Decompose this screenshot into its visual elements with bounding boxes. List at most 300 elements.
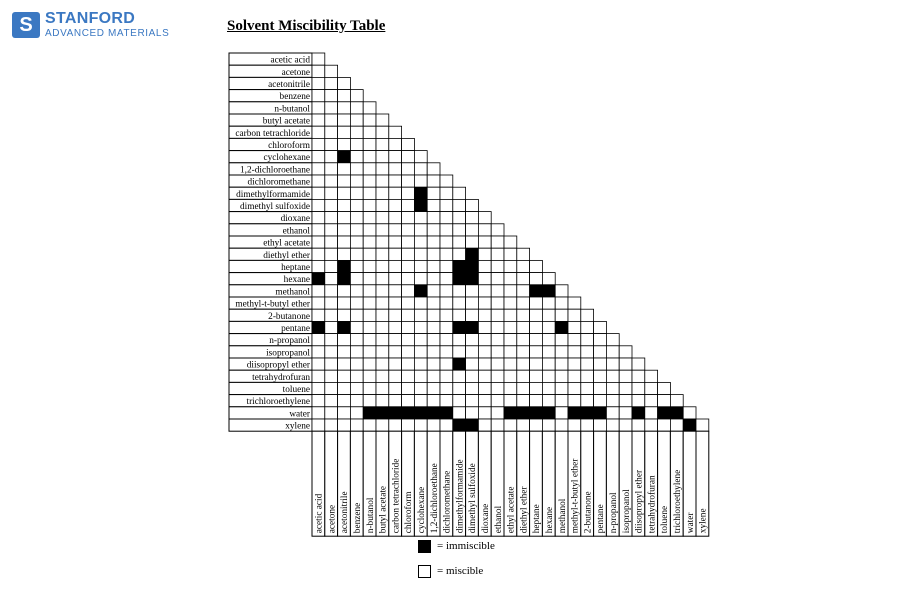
cell-miscible <box>312 334 325 346</box>
legend-label-immiscible: = immiscible <box>437 540 495 552</box>
cell-miscible <box>389 163 402 175</box>
cell-miscible <box>427 395 440 407</box>
cell-immiscible <box>453 321 466 333</box>
row-label-isopropanol: isopropanol <box>266 348 310 359</box>
cell-miscible <box>555 382 568 394</box>
cell-miscible <box>402 395 415 407</box>
cell-immiscible <box>414 199 427 211</box>
cell-miscible <box>363 346 376 358</box>
cell-miscible <box>440 321 453 333</box>
cell-miscible <box>427 346 440 358</box>
row-label-carbon-tetrachloride: carbon tetrachloride <box>235 128 310 139</box>
cell-miscible <box>594 321 607 333</box>
logo-subtitle: ADVANCED MATERIALS <box>45 28 170 39</box>
cell-miscible <box>363 199 376 211</box>
cell-miscible <box>478 419 491 431</box>
cell-miscible <box>350 248 363 260</box>
cell-immiscible <box>376 407 389 419</box>
cell-miscible <box>338 126 351 138</box>
cell-miscible <box>632 370 645 382</box>
cell-miscible <box>350 260 363 272</box>
cell-miscible <box>427 212 440 224</box>
cell-miscible <box>632 358 645 370</box>
cell-miscible <box>312 175 325 187</box>
cell-miscible <box>325 224 338 236</box>
cell-miscible <box>568 346 581 358</box>
logo-mark: S <box>12 12 40 38</box>
row-label-acetic-acid: acetic acid <box>270 55 310 66</box>
cell-miscible <box>427 187 440 199</box>
cell-miscible <box>312 212 325 224</box>
cell-miscible <box>402 358 415 370</box>
cell-miscible <box>338 114 351 126</box>
cell-miscible <box>440 297 453 309</box>
cell-miscible <box>325 114 338 126</box>
column-label-water: water <box>685 512 696 534</box>
cell-miscible <box>517 334 530 346</box>
cell-miscible <box>427 236 440 248</box>
cell-miscible <box>517 297 530 309</box>
row-label-toluene: toluene <box>282 385 310 395</box>
cell-miscible <box>414 151 427 163</box>
cell-miscible <box>478 382 491 394</box>
cell-miscible <box>402 285 415 297</box>
cell-miscible <box>338 395 351 407</box>
cell-miscible <box>376 395 389 407</box>
cell-miscible <box>427 163 440 175</box>
cell-miscible <box>504 395 517 407</box>
cell-miscible <box>555 309 568 321</box>
cell-immiscible <box>555 321 568 333</box>
cell-miscible <box>363 370 376 382</box>
row-label-cyclohexane: cyclohexane <box>263 153 310 164</box>
cell-miscible <box>338 334 351 346</box>
cell-miscible <box>376 285 389 297</box>
column-label-dimethyl-sulfoxide: dimethyl sulfoxide <box>468 463 479 534</box>
cell-miscible <box>491 309 504 321</box>
cell-miscible <box>325 395 338 407</box>
cell-miscible <box>414 358 427 370</box>
cell-miscible <box>414 382 427 394</box>
column-label-chloroform: chloroform <box>404 491 415 534</box>
cell-miscible <box>376 321 389 333</box>
cell-miscible <box>376 114 389 126</box>
cell-miscible <box>402 297 415 309</box>
cell-miscible <box>414 334 427 346</box>
cell-miscible <box>478 236 491 248</box>
cell-miscible <box>350 395 363 407</box>
cell-miscible <box>312 236 325 248</box>
cell-miscible <box>338 382 351 394</box>
cell-miscible <box>312 407 325 419</box>
cell-miscible <box>389 260 402 272</box>
cell-miscible <box>363 236 376 248</box>
cell-miscible <box>350 151 363 163</box>
cell-miscible <box>517 273 530 285</box>
cell-miscible <box>389 419 402 431</box>
cell-immiscible <box>453 358 466 370</box>
cell-immiscible <box>338 321 351 333</box>
cell-immiscible <box>581 407 594 419</box>
row-label-dimethyl-sulfoxide: dimethyl sulfoxide <box>240 202 310 212</box>
cell-miscible <box>325 77 338 89</box>
cell-miscible <box>363 102 376 114</box>
cell-miscible <box>363 358 376 370</box>
cell-miscible <box>440 260 453 272</box>
cell-miscible <box>414 321 427 333</box>
cell-miscible <box>363 321 376 333</box>
column-label-diisopropyl-ether: diisopropyl ether <box>634 469 645 534</box>
row-label-chloroform: chloroform <box>268 141 310 151</box>
cell-immiscible <box>427 407 440 419</box>
cell-miscible <box>466 370 479 382</box>
cell-miscible <box>312 151 325 163</box>
cell-miscible <box>414 370 427 382</box>
cell-miscible <box>350 419 363 431</box>
cell-miscible <box>568 370 581 382</box>
cell-miscible <box>542 346 555 358</box>
cell-miscible <box>350 90 363 102</box>
column-label-dioxane: dioxane <box>481 503 491 534</box>
cell-miscible <box>325 163 338 175</box>
cell-miscible <box>338 77 351 89</box>
cell-miscible <box>504 334 517 346</box>
cell-miscible <box>594 358 607 370</box>
cell-miscible <box>440 199 453 211</box>
cell-miscible <box>453 224 466 236</box>
cell-immiscible <box>414 285 427 297</box>
cell-miscible <box>363 334 376 346</box>
cell-miscible <box>440 334 453 346</box>
cell-miscible <box>350 321 363 333</box>
cell-immiscible <box>453 273 466 285</box>
cell-miscible <box>325 334 338 346</box>
cell-miscible <box>440 175 453 187</box>
cell-miscible <box>312 346 325 358</box>
cell-miscible <box>427 297 440 309</box>
cell-miscible <box>325 126 338 138</box>
cell-miscible <box>491 260 504 272</box>
cell-miscible <box>376 248 389 260</box>
cell-miscible <box>530 382 543 394</box>
legend-swatch-immiscible <box>418 540 431 553</box>
cell-miscible <box>504 370 517 382</box>
row-label-1-2-dichloroethane: 1,2-dichloroethane <box>240 165 310 176</box>
cell-miscible <box>363 395 376 407</box>
cell-miscible <box>402 309 415 321</box>
cell-miscible <box>466 407 479 419</box>
cell-immiscible <box>312 321 325 333</box>
cell-miscible <box>325 321 338 333</box>
row-label-butyl-acetate: butyl acetate <box>262 116 310 127</box>
cell-miscible <box>568 358 581 370</box>
cell-miscible <box>376 346 389 358</box>
cell-miscible <box>312 370 325 382</box>
cell-miscible <box>683 407 696 419</box>
cell-miscible <box>338 309 351 321</box>
cell-miscible <box>389 248 402 260</box>
cell-miscible <box>427 309 440 321</box>
cell-miscible <box>312 90 325 102</box>
cell-miscible <box>696 419 709 431</box>
cell-miscible <box>568 309 581 321</box>
cell-miscible <box>440 236 453 248</box>
cell-immiscible <box>466 321 479 333</box>
cell-miscible <box>350 175 363 187</box>
cell-miscible <box>312 382 325 394</box>
cell-immiscible <box>414 407 427 419</box>
cell-miscible <box>530 395 543 407</box>
cell-miscible <box>568 297 581 309</box>
cell-miscible <box>414 309 427 321</box>
cell-miscible <box>376 370 389 382</box>
cell-miscible <box>312 285 325 297</box>
cell-miscible <box>427 260 440 272</box>
cell-miscible <box>478 285 491 297</box>
cell-miscible <box>453 395 466 407</box>
cell-miscible <box>440 212 453 224</box>
cell-miscible <box>350 334 363 346</box>
cell-immiscible <box>632 407 645 419</box>
cell-miscible <box>504 382 517 394</box>
cell-miscible <box>555 334 568 346</box>
column-label-acetic-acid: acetic acid <box>314 493 325 534</box>
cell-miscible <box>504 285 517 297</box>
cell-miscible <box>530 334 543 346</box>
cell-miscible <box>466 334 479 346</box>
cell-miscible <box>338 370 351 382</box>
cell-miscible <box>478 297 491 309</box>
cell-miscible <box>325 370 338 382</box>
cell-miscible <box>312 102 325 114</box>
cell-miscible <box>325 102 338 114</box>
cell-miscible <box>555 407 568 419</box>
cell-miscible <box>478 321 491 333</box>
cell-miscible <box>427 370 440 382</box>
cell-miscible <box>389 321 402 333</box>
cell-miscible <box>491 370 504 382</box>
cell-immiscible <box>466 260 479 272</box>
row-label-acetonitrile: acetonitrile <box>268 80 310 90</box>
cell-miscible <box>325 273 338 285</box>
cell-miscible <box>478 370 491 382</box>
column-label-2-butanone: 2-butanone <box>583 491 594 534</box>
cell-miscible <box>363 248 376 260</box>
cell-miscible <box>350 297 363 309</box>
row-label-dichloromethane: dichloromethane <box>247 177 310 188</box>
cell-miscible <box>376 151 389 163</box>
cell-miscible <box>658 395 671 407</box>
column-label-benzene: benzene <box>353 502 363 534</box>
cell-miscible <box>350 285 363 297</box>
cell-miscible <box>350 346 363 358</box>
cell-miscible <box>517 346 530 358</box>
cell-miscible <box>312 224 325 236</box>
cell-miscible <box>363 273 376 285</box>
cell-miscible <box>325 309 338 321</box>
cell-miscible <box>376 175 389 187</box>
column-label-tetrahydrofuran: tetrahydrofuran <box>647 475 658 534</box>
cell-miscible <box>427 419 440 431</box>
cell-miscible <box>350 163 363 175</box>
cell-miscible <box>427 175 440 187</box>
cell-miscible <box>440 358 453 370</box>
cell-miscible <box>338 358 351 370</box>
cell-miscible <box>491 358 504 370</box>
cell-miscible <box>414 175 427 187</box>
cell-miscible <box>658 382 671 394</box>
cell-miscible <box>325 382 338 394</box>
cell-miscible <box>530 260 543 272</box>
cell-miscible <box>312 65 325 77</box>
cell-miscible <box>517 321 530 333</box>
cell-miscible <box>414 248 427 260</box>
cell-immiscible <box>517 407 530 419</box>
cell-miscible <box>389 346 402 358</box>
cell-immiscible <box>338 260 351 272</box>
cell-immiscible <box>504 407 517 419</box>
cell-miscible <box>491 273 504 285</box>
cell-miscible <box>338 224 351 236</box>
cell-immiscible <box>466 248 479 260</box>
cell-miscible <box>363 212 376 224</box>
row-label-heptane: heptane <box>281 263 310 273</box>
cell-miscible <box>555 395 568 407</box>
cell-miscible <box>440 273 453 285</box>
cell-miscible <box>427 285 440 297</box>
cell-miscible <box>619 358 632 370</box>
row-label-dioxane: dioxane <box>280 214 310 225</box>
cell-miscible <box>312 114 325 126</box>
cell-miscible <box>504 358 517 370</box>
cell-immiscible <box>530 285 543 297</box>
cell-miscible <box>466 346 479 358</box>
cell-miscible <box>389 138 402 150</box>
cell-miscible <box>338 175 351 187</box>
cell-miscible <box>350 273 363 285</box>
cell-immiscible <box>568 407 581 419</box>
cell-miscible <box>402 334 415 346</box>
row-label-ethyl-acetate: ethyl acetate <box>263 238 310 249</box>
cell-miscible <box>466 358 479 370</box>
cell-miscible <box>555 358 568 370</box>
cell-miscible <box>504 297 517 309</box>
cell-miscible <box>517 382 530 394</box>
cell-miscible <box>350 358 363 370</box>
cell-miscible <box>453 370 466 382</box>
cell-miscible <box>312 309 325 321</box>
cell-miscible <box>363 224 376 236</box>
cell-miscible <box>645 419 658 431</box>
cell-miscible <box>376 163 389 175</box>
cell-miscible <box>376 236 389 248</box>
cell-miscible <box>606 346 619 358</box>
row-label-ethanol: ethanol <box>282 226 310 237</box>
cell-miscible <box>312 77 325 89</box>
cell-miscible <box>376 138 389 150</box>
cell-miscible <box>338 212 351 224</box>
cell-miscible <box>414 297 427 309</box>
cell-miscible <box>402 199 415 211</box>
row-label-dimethylformamide: dimethylformamide <box>236 189 310 200</box>
cell-miscible <box>414 236 427 248</box>
cell-miscible <box>427 334 440 346</box>
cell-miscible <box>325 187 338 199</box>
cell-miscible <box>363 114 376 126</box>
cell-immiscible <box>453 419 466 431</box>
cell-miscible <box>338 285 351 297</box>
cell-miscible <box>542 309 555 321</box>
row-label-methanol: methanol <box>275 287 310 298</box>
cell-miscible <box>350 407 363 419</box>
cell-miscible <box>363 163 376 175</box>
row-label-methyl-t-butyl-ether: methyl-t-butyl ether <box>235 299 310 310</box>
column-label-methyl-t-butyl-ether: methyl-t-butyl ether <box>570 458 581 534</box>
cell-miscible <box>376 419 389 431</box>
cell-miscible <box>389 236 402 248</box>
cell-miscible <box>350 370 363 382</box>
cell-miscible <box>581 334 594 346</box>
cell-miscible <box>478 273 491 285</box>
row-label-tetrahydrofuran: tetrahydrofuran <box>252 372 310 383</box>
cell-immiscible <box>466 419 479 431</box>
cell-miscible <box>606 370 619 382</box>
cell-miscible <box>530 419 543 431</box>
cell-miscible <box>517 358 530 370</box>
cell-miscible <box>440 370 453 382</box>
cell-miscible <box>581 346 594 358</box>
cell-miscible <box>453 248 466 260</box>
cell-miscible <box>491 395 504 407</box>
cell-miscible <box>466 224 479 236</box>
cell-miscible <box>389 187 402 199</box>
cell-miscible <box>478 334 491 346</box>
cell-miscible <box>530 273 543 285</box>
cell-miscible <box>338 187 351 199</box>
cell-miscible <box>363 260 376 272</box>
cell-miscible <box>350 114 363 126</box>
cell-miscible <box>619 346 632 358</box>
cell-miscible <box>325 297 338 309</box>
cell-miscible <box>376 212 389 224</box>
cell-miscible <box>619 395 632 407</box>
cell-miscible <box>491 285 504 297</box>
cell-miscible <box>453 297 466 309</box>
cell-miscible <box>568 382 581 394</box>
cell-miscible <box>478 395 491 407</box>
cell-miscible <box>402 163 415 175</box>
cell-miscible <box>619 382 632 394</box>
cell-miscible <box>402 370 415 382</box>
cell-miscible <box>466 382 479 394</box>
cell-miscible <box>325 260 338 272</box>
cell-miscible <box>350 236 363 248</box>
cell-miscible <box>376 382 389 394</box>
legend-label-miscible: = miscible <box>437 565 484 577</box>
cell-miscible <box>427 321 440 333</box>
cell-miscible <box>338 236 351 248</box>
cell-miscible <box>350 126 363 138</box>
cell-miscible <box>568 395 581 407</box>
row-label-trichloroethylene: trichloroethylene <box>246 397 310 408</box>
cell-miscible <box>530 358 543 370</box>
cell-miscible <box>453 346 466 358</box>
row-label-diethyl-ether: diethyl ether <box>263 250 310 261</box>
cell-miscible <box>542 334 555 346</box>
cell-miscible <box>414 395 427 407</box>
cell-miscible <box>325 175 338 187</box>
column-label-ethanol: ethanol <box>493 505 504 534</box>
